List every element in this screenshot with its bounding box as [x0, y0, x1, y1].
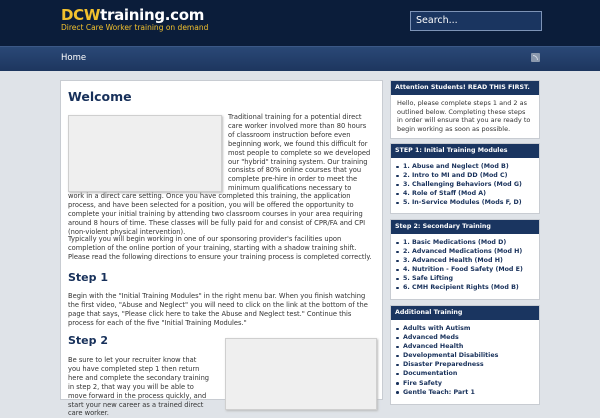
- intro-paragraph-continued: work in a direct care setting. Once you have completed this training, the application process, and have been selected for a position, you will be offered the opportunity to complete your initial training by attending two classroom courses in your area requiring around 8 hours of time. These classes will be fully paid for and consist of CPR/FA and CPI (non-violent physical intervention).: [68, 192, 366, 236]
- sidebar-item-documentation[interactable]: Documentation: [403, 369, 539, 378]
- sidebar-item-adv-health[interactable]: Advanced Health: [403, 342, 539, 351]
- main-navigation: [0, 46, 600, 71]
- sidebar-item-intro-mi-dd[interactable]: 2. Intro to MI and DD (Mod C): [403, 171, 539, 180]
- sidebar-item-gentle-teach[interactable]: Gentle Teach: Part 1: [403, 388, 539, 397]
- sidebar-item-cmh-rights[interactable]: 6. CMH Recipient Rights (Mod B): [403, 283, 539, 292]
- additional-widget-title: Additional Training: [391, 306, 539, 320]
- sidebar-item-safe-lifting[interactable]: 5. Safe Lifting: [403, 274, 539, 283]
- sidebar-item-dev-disabilities[interactable]: Developmental Disabilities: [403, 351, 539, 360]
- site-header: [0, 0, 600, 46]
- step1-paragraph: Begin with the "Initial Training Modules" in the right menu bar. When you finish watching the first video, "Abuse and Neglect" you will need to click on the link at the bottom of the page that says, "Please click here to take the Abuse and Neglect test." Continue this process for each of the five "Initial Training Modules.": [68, 292, 368, 327]
- page-title: Welcome: [68, 89, 132, 104]
- step2-paragraph: Be sure to let your recruiter know that you have completed step 1 then return here and complete the secondary training in step 2, that way you will be able to move forward in the process quickly, and start your new career as a trained direct care worker.: [68, 356, 210, 418]
- step1-list: [391, 158, 539, 207]
- step2-image: [225, 338, 377, 410]
- step1-widget-title: STEP 1: Initial Training Modules: [391, 144, 539, 158]
- step2-list: [391, 234, 539, 293]
- logo-tagline: Direct Care Worker training on demand: [61, 23, 209, 32]
- sidebar-item-basic-meds[interactable]: 1. Basic Medications (Mod D): [403, 238, 539, 247]
- attention-widget-text: Hello, please complete steps 1 and 2 as outlined below. Completing these steps in order will ensure that you are ready to begin working as soon as possible.: [397, 99, 531, 133]
- intro-image: [68, 115, 222, 192]
- sidebar-item-challenging-behaviors[interactable]: 3. Challenging Behaviors (Mod G): [403, 180, 539, 189]
- step2-widget: [390, 219, 540, 300]
- logo-text: [61, 7, 208, 23]
- search-input[interactable]: Search...: [410, 11, 542, 31]
- sidebar-item-advanced-health[interactable]: 3. Advanced Health (Mod H): [403, 256, 539, 265]
- step1-widget: [390, 143, 540, 214]
- logo-dcw: DCW: [61, 6, 101, 24]
- directions-paragraph: Typically you will begin working in one of our sponsoring provider's facilities upon completion of the online portion of your training, starting with a shadow training shift. Please read the following directions to ensure your training process is completed correctly.: [68, 235, 372, 261]
- sidebar-item-in-service[interactable]: 5. In-Service Modules (Mods F, D): [403, 198, 539, 207]
- sidebar-item-adv-meds[interactable]: Advanced Meds: [403, 333, 539, 342]
- site-logo[interactable]: [61, 7, 208, 32]
- main-content: [60, 80, 383, 418]
- rss-icon[interactable]: [531, 53, 540, 62]
- sidebar-item-autism[interactable]: Adults with Autism: [403, 324, 539, 333]
- logo-training: training.com: [100, 6, 205, 24]
- sidebar-item-advanced-meds[interactable]: 2. Advanced Medications (Mod H): [403, 247, 539, 256]
- sidebar-item-disaster[interactable]: Disaster Preparedness: [403, 360, 539, 369]
- nav-home-link[interactable]: Home: [61, 53, 87, 63]
- step2-heading: Step 2: [68, 334, 108, 347]
- sidebar-item-nutrition[interactable]: 4. Nutrition - Food Safety (Mod E): [403, 265, 539, 274]
- step1-heading: Step 1: [68, 271, 108, 284]
- content-inner: [68, 88, 376, 418]
- sidebar-item-abuse-neglect[interactable]: 1. Abuse and Neglect (Mod B): [403, 162, 539, 171]
- step2-widget-title: Step 2: Secondary Training: [391, 220, 539, 234]
- sidebar-item-fire-safety[interactable]: Fire Safety: [403, 379, 539, 388]
- additional-widget: [390, 305, 540, 405]
- intro-paragraph-right: Traditional training for a potential direct care worker involved more than 80 hours of classroom instruction before even beginning work, we found this difficult for most people to complete so we developed our "hybrid" training system. Our training consists of 80% online courses that you complete pre-hire in order to meet the minimum qualifications necessary to: [228, 113, 371, 193]
- attention-widget: [390, 80, 540, 139]
- additional-list: [391, 320, 539, 397]
- sidebar-item-role-of-staff[interactable]: 4. Role of Staff (Mod A): [403, 189, 539, 198]
- attention-widget-title: Attention Students! READ THIS FIRST.: [391, 81, 539, 95]
